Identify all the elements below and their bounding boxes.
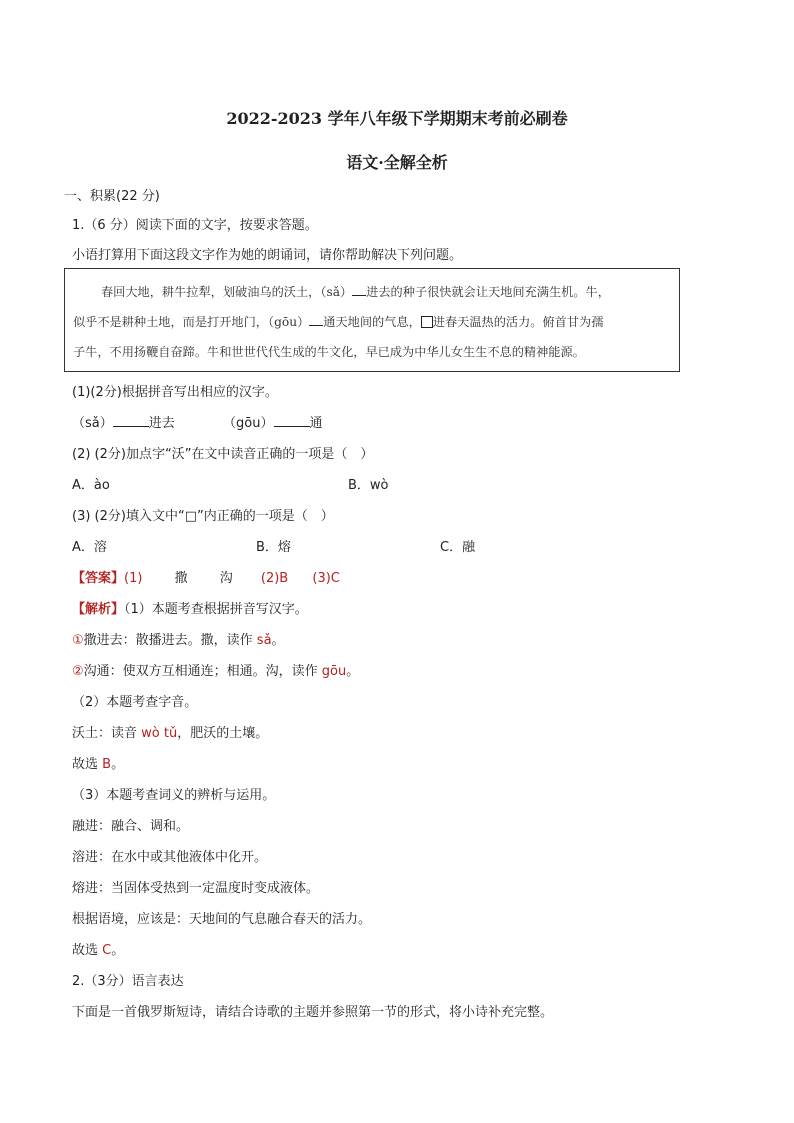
section-heading: 一、积累(22 分) [64, 189, 160, 204]
answer-blank[interactable] [274, 414, 310, 427]
answer-blank[interactable] [113, 414, 149, 427]
sub-question-1-stem: (1)(2分)根据拼音写出相应的汉字。 [72, 385, 278, 400]
document-subtitle: 语文·全解全析 [346, 153, 448, 172]
analysis-line: 溶进：在水中或其他液体中化开。 [72, 850, 268, 865]
answer-line: 【答案】(1) 撒 沟 (2)B (3)C [72, 571, 340, 586]
sub-question-3-stem: (3) (2分)填入文中“□”内正确的一项是（ ） [72, 509, 334, 524]
analysis-heading: 【解析】（1）本题考查根据拼音写汉字。 [72, 602, 308, 617]
analysis-line: 根据语境，应该是：天地间的气息融合春天的活力。 [72, 912, 372, 927]
analysis-line: 沃土：读音 wò tǔ，肥沃的土壤。 [72, 726, 269, 741]
passage-box [64, 268, 680, 372]
option-a: A．ào [72, 478, 110, 493]
blank [352, 283, 366, 296]
analysis-line: （3）本题考查词义的辨析与运用。 [72, 788, 276, 803]
analysis-line: 熔进：当固体受热到一定温度时变成液体。 [72, 881, 320, 896]
passage-line-1: 春回大地，耕牛拉犁，划破油乌的沃土，（sǎ） 进去的种子很快就会让天地间充满生机。牛， [101, 285, 610, 299]
question-1-intro: 小语打算用下面这段文字作为她的朗诵词，请你帮助解决下列问题。 [72, 248, 463, 263]
option-c: C．融 [440, 540, 476, 555]
analysis-line: ①撒进去：散播进去。撒，读作 sǎ。 [72, 633, 285, 648]
analysis-line: 故选 B。 [72, 757, 125, 772]
question-1-stem: 1.（6 分）阅读下面的文字，按要求答题。 [72, 218, 318, 233]
document-title: 2022-2023 学年八年级下学期期末考前必刷卷 [226, 109, 568, 128]
analysis-line: 故选 C。 [72, 943, 125, 958]
option-b: B．wò [348, 478, 389, 493]
square-box-icon [421, 316, 433, 328]
blank [309, 313, 323, 326]
sub-question-2-stem: (2) (2分)加点字“沃”在文中读音正确的一项是（ ） [72, 447, 374, 462]
question-2-stem: 2.（3分）语言表达 [72, 974, 184, 989]
question-2-intro: 下面是一首俄罗斯短诗，请结合诗歌的主题并参照第一节的形式，将小诗补充完整。 [72, 1005, 554, 1020]
option-a: A．溶 [72, 540, 107, 555]
sub-question-1-items: （sǎ） 进去 （gōu） 通 [72, 416, 323, 431]
analysis-line: ②沟通：使双方互相通连；相通。沟，读作 gōu。 [72, 664, 360, 679]
passage-line-3: 子牛，不用扬鞭自奋蹄。牛和世世代代生成的牛文化，早已成为中华儿女生生不息的精神能源。 [73, 345, 585, 359]
passage-line-2: 似乎不是耕种土地，而是打开地门，（gōu） 通天地间的气息， 进春天温热的活力。俯首甘为孺 [73, 315, 604, 329]
analysis-line: （2）本题考查字音。 [72, 695, 198, 710]
analysis-line: 融进：融合、调和。 [72, 819, 190, 834]
option-b: B．熔 [256, 540, 291, 555]
